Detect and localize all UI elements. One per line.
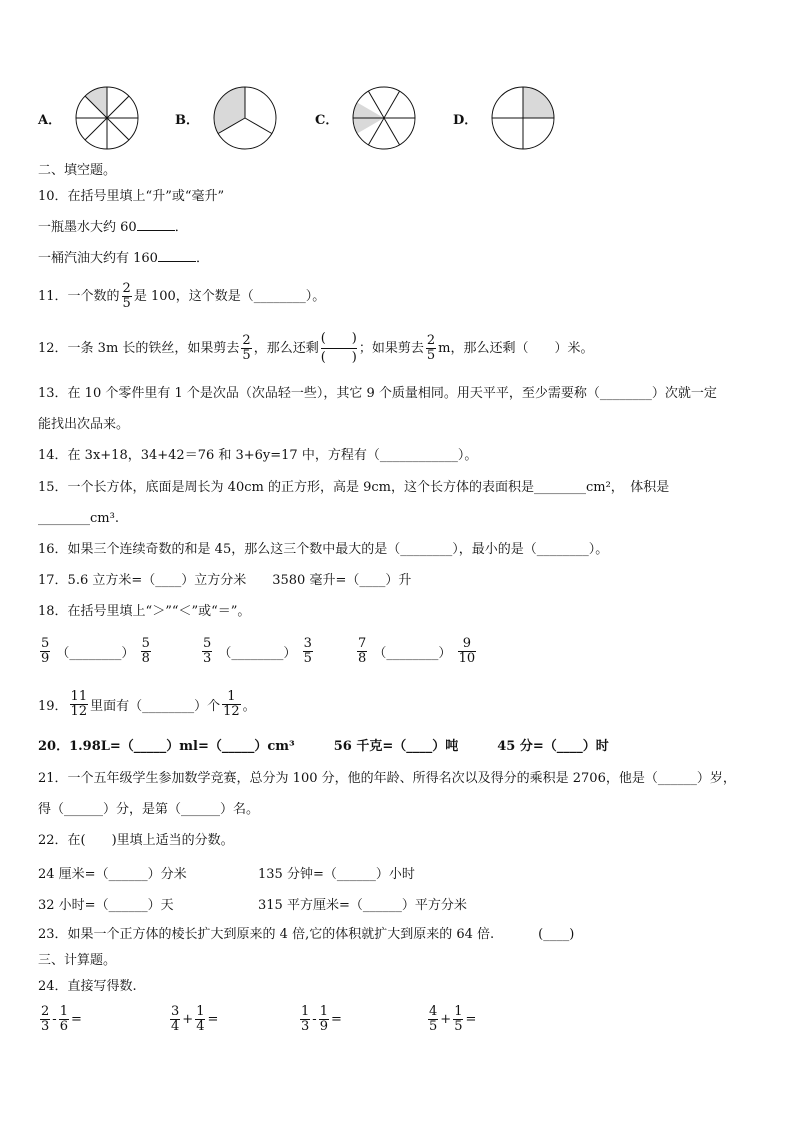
option-a [38,86,139,150]
circle-8-parts-icon [75,86,139,150]
denominator: 5 [426,348,436,363]
operator: + [440,1012,452,1027]
denominator: 6 [59,1019,68,1034]
numerator: 2 [122,281,131,296]
q12-text-b: ，那么还剩 [253,341,319,356]
q24-item-2 [168,1005,218,1034]
numerator: 9 [462,636,471,651]
denominator: 9 [319,1019,328,1034]
denominator: 9 [41,651,50,666]
option-c [315,86,416,150]
numerator: 3 [303,636,312,651]
equals-sign: = [465,1012,477,1027]
option-b-label: B． [175,112,199,128]
option-d-label: D． [453,112,478,128]
operator: + [182,1012,194,1027]
q11 [38,282,325,311]
q10-l2-text: 一桶汽油大约有 160 [38,251,158,266]
q12-text-c: ；如果剪去 [358,341,424,356]
q10-l2-end: ． [195,251,209,266]
denominator: 10 [458,651,476,666]
denominator: 4 [171,1019,180,1034]
numerator: 3 [171,1004,180,1019]
numerator: 5 [203,636,212,651]
q11-text-a: 11．一个数的 [38,289,120,304]
equals-sign: = [330,1012,342,1027]
q16: 16．如果三个连续奇数的和是 45，那么这三个数中最大的是（________），最小的是（________）。 [38,542,609,557]
option-b [175,86,277,150]
q10-title: 10．在括号里填上“升”或“毫升” [38,189,225,204]
q22-r1a: 24 厘米=（______）分米 [38,867,187,882]
denominator-blank: ( ) [320,350,357,365]
equals-sign: = [70,1012,82,1027]
denominator: 3 [41,1019,50,1034]
q10-l1-text: 一瓶墨水大约 60 [38,220,137,235]
option-c-label: C． [315,112,339,128]
fraction [170,1005,180,1034]
q12 [38,330,593,367]
q20: 20．1.98L=（_____）ml=（_____）cm³ 56 千克=（____）吨 45 分=（____）时 [38,739,609,754]
q19 [38,690,256,719]
numerator: 1 [227,689,236,704]
denominator: 3 [301,1019,310,1034]
denominator: 5 [303,651,312,666]
denominator: 5 [242,348,251,363]
denominator: 4 [196,1019,205,1034]
q11-text-b: 是 100，这个数是（________）。 [133,289,326,304]
numerator-blank: ( ) [320,331,357,346]
denominator: 8 [358,651,367,666]
fraction [357,637,367,666]
fraction [70,690,89,719]
q18-item-3 [355,637,478,666]
fraction [59,1005,69,1034]
fraction [202,637,212,666]
q22-r1b: 135 分钟=（______）小时 [258,867,415,882]
q19-text-b: 里面有（________）个 [90,699,221,714]
q14: 14．在 3x+18，34+42＝76 和 3+6y=17 中，方程有（____________）。 [38,448,478,463]
section-3-heading: 三、计算题。 [38,953,117,968]
compare-blank[interactable]: （________） [56,646,135,661]
numerator: 1 [301,1004,310,1019]
answer-blank[interactable] [137,230,175,231]
fraction [40,637,50,666]
numerator: 11 [70,689,88,704]
q24-item-3 [298,1005,342,1034]
q13-line1: 13．在 10 个零件里有 1 个是次品（次品轻一些），其它 9 个质量相同。用天平平，至少需要称（________）次就一定 [38,386,717,401]
denominator: 8 [141,651,150,666]
option-d [453,86,555,150]
circle-4-parts-icon [491,86,555,150]
denominator: 5 [454,1019,463,1034]
operator: - [312,1012,317,1027]
fraction [428,1005,438,1034]
q12-text-a: 12．一条 3m 长的铁丝，如果剪去 [38,341,240,356]
denominator: 12 [70,704,88,719]
numerator: 7 [358,636,367,651]
circle-3-parts-icon [213,86,277,150]
q19-text-a: 19． [38,699,68,714]
q21-line2: 得（______）分，是第（______）名。 [38,802,260,817]
denominator: 3 [203,651,212,666]
q18-item-1 [38,637,153,666]
q24-item-4 [426,1005,476,1034]
fraction [458,637,477,666]
numerator: 1 [196,1004,205,1019]
q10-line2 [38,250,209,268]
numerator: 2 [41,1004,50,1019]
numerator: 5 [141,636,150,651]
numerator: 5 [41,636,50,651]
fraction [303,637,313,666]
q15-line1: 15．一个长方体，底面是周长为 40cm 的正方形，高是 9cm，这个长方体的表面积是________cm²， 体积是 [38,480,670,495]
q17: 17．5.6 立方米=（____）立方分米 3580 毫升=（____）升 [38,573,412,588]
fraction [40,1005,50,1034]
denominator: 5 [429,1019,438,1034]
q10-l1-end: ． [174,220,188,235]
fraction [300,1005,310,1034]
q10-line1 [38,219,188,237]
option-a-label: A． [38,112,62,128]
q24-title: 24．直接写得数. [38,979,137,994]
q19-text-c: 。 [242,699,256,714]
circle-6-parts-icon [352,86,416,150]
q12-text-e: m，那么还剩（ ）米。 [438,341,594,356]
q24-item-1 [38,1005,82,1034]
numerator: 1 [59,1004,68,1019]
compare-blank[interactable]: （________） [218,646,297,661]
equals-sign: = [207,1012,219,1027]
q18-item-2 [200,637,315,666]
operator: - [52,1012,57,1027]
fraction [195,1005,205,1034]
fraction [241,334,251,363]
compare-blank[interactable]: （________） [373,646,452,661]
q22-r2a: 32 小时=（______）天 [38,898,174,913]
fraction [122,282,132,311]
q15-line2: ________cm³. [38,511,119,526]
q22-r2b: 315 平方厘米=（______）平方分米 [258,898,467,913]
denominator: 12 [223,704,240,719]
q22-title: 22．在( )里填上适当的分数。 [38,833,234,848]
fraction [141,637,151,666]
numerator: 2 [426,333,436,348]
q23-text: 23．如果一个正方体的棱长扩大到原来的 4 倍,它的体积就扩大到原来的 64 倍. [38,927,495,942]
section-2-heading: 二、填空题。 [38,163,117,178]
q18-title: 18．在括号里填上“＞”“＜”或“＝”。 [38,604,251,619]
numerator: 2 [242,333,251,348]
numerator: 4 [429,1004,438,1019]
fraction [222,690,241,719]
fraction [426,334,436,363]
answer-fraction-blank[interactable] [321,330,357,367]
numerator: 1 [319,1004,328,1019]
judge-blank[interactable]: (____) [538,927,575,942]
fraction [453,1005,463,1034]
q23 [38,926,574,944]
answer-blank[interactable] [158,261,196,262]
denominator: 5 [122,296,131,311]
q21-line1: 21．一个五年级学生参加数学竞赛，总分为 100 分，他的年龄、所得名次以及得分的乘积是 2706，他是（______）岁， [38,771,736,786]
q13-line2: 能找出次品来。 [38,417,130,432]
fraction [319,1005,329,1034]
numerator: 1 [454,1004,463,1019]
